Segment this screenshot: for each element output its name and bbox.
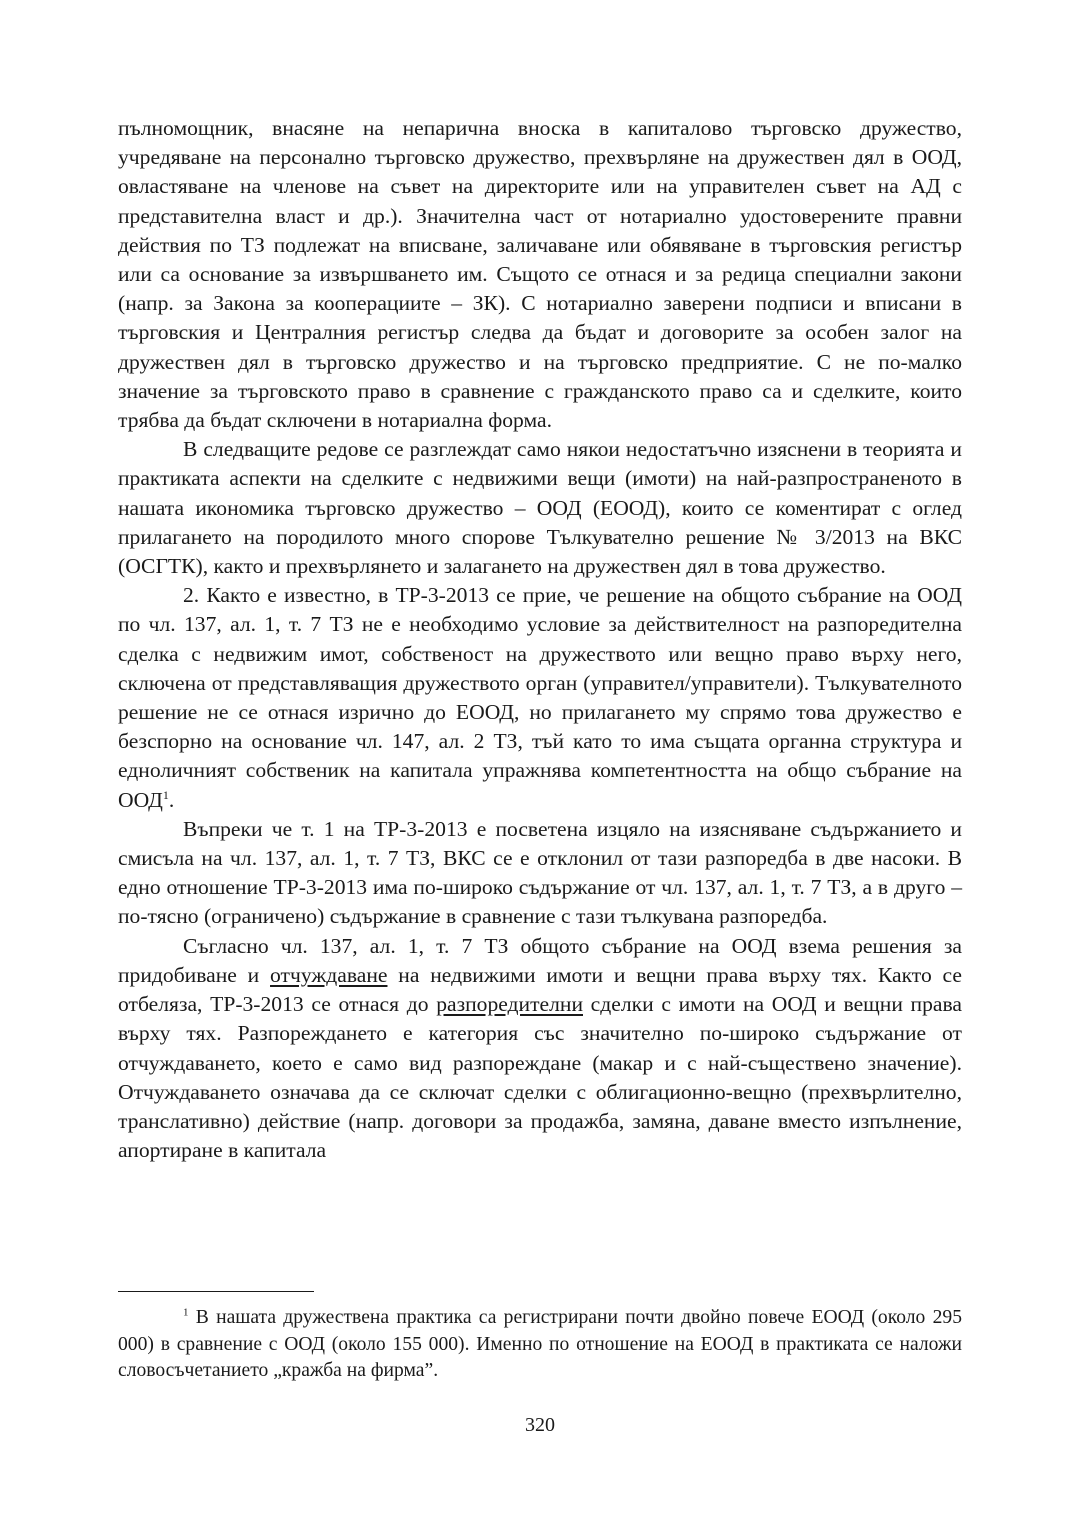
underlined-term-disposition: разпоредителни (436, 992, 583, 1017)
page-body (118, 114, 962, 1165)
footnote (118, 1305, 962, 1385)
page-number: 320 (525, 1414, 555, 1436)
footnote-marker: 1 (183, 1306, 189, 1319)
paragraph-5-part-b: на недвижими имоти и вещни права върху тях. Както се отбеляза, ТР-3-2013 се отнася до (118, 962, 962, 1017)
footnote-text: В нашата дружествена практика са регистрирани почти двойно повече ЕООД (около 295 000) в сравнение с ООД (около 155 000). Именно по отношение на ЕООД в практиката се наложи словосъчетанието „кражба на фирма”. (118, 1307, 962, 1381)
footnote-separator (118, 1291, 314, 1292)
main-text (118, 114, 962, 1165)
paragraph-3 (118, 581, 962, 815)
paragraph-4: Въпреки че т. 1 на ТР-3-2013 е посветена изцяло на изясняване съдържанието и смисъла на чл. 137, ал. 1, т. 7 ТЗ, ВКС се е отклонил от тази разпоредба в две насоки. В едно отношение ТР-3-2013 има по-широко съдържание от чл. 137, ал. 1, т. 7 ТЗ, а в друго – по-тясно (ограничено) съдържание в сравнение с тази тълкувана разпоредба. (118, 816, 962, 929)
paragraph-3-text: 2. Както е известно, в ТР-3-2013 се прие, че решение на общото събрание на ООД по чл. 137, ал. 1, т. 7 ТЗ не е необходимо условие за действителност на разпоредителна сделка с недвижим имот, собственост на дружеството или вещно право върху него, сключена от представляващия дружеството орган (управител/управители). Тълкувателното решение не се отнася изрично до ЕООД, но прилагането му спрямо това дружество е безспорно на основание чл. 147, ал. 2 ТЗ, тъй като то има същата органна структура и едноличният собственик на капитала упражнява компетентността на общо събрание на ООД (118, 583, 962, 812)
paragraph-5-part-a: Съгласно чл. 137, ал. 1, т. 7 ТЗ общото събрание на ООД взема решения за придобиване и (118, 933, 962, 987)
paragraph-5 (118, 932, 962, 1166)
paragraph-1: пълномощник, внасяне на непарична вноска в капиталово търговско дружество, учредяване на персонално търговско дружество, прехвърляне на дружествен дял в ООД, овластяване на членове на съвет на директорите или на управителен съвет на АД с представителна власт и др.). Значителна част от нотариално удостоверените правни действия по ТЗ подлежат на вписване, заличаване или обявяване в търговския регистър или са основание за извършването им. Същото се отнася и за редица специални закони (напр. за Закона за кооперациите – ЗК). С нотариално заверени подписи и вписани в търговския и Централния регистър следва да бъдат и договорите за особен залог на дружествен дял в търговско дружество и на търговско предприятие. С не по-малко значение за търговското право в сравнение с гражданското право са и сделките, които трябва да бъдат сключени в нотариална форма. (118, 116, 962, 433)
footnote-reference: 1 (162, 787, 169, 802)
paragraph-3-end: . (168, 787, 175, 812)
underlined-term-alienation: отчуждаване (270, 962, 388, 987)
paragraph-5-part-c: сделки с имоти на ООД и вещни права върху тях. Разпореждането е категория със значително по-широко съдържание от отчуждаването, което е само вид разпореждане (макар и с най-съществено значение). Отчуждаването означава да се сключат сделки с облигационно-вещно (прехвърлително, транслативно) действие (напр. договори за продажба, замяна, даване вместо изпълнение, апортиране в капитала (118, 992, 962, 1163)
paragraph-2: В следващите редове се разглеждат само някои недостатъчно изяснени в теорията и практиката аспекти на сделките с недвижими вещи (имоти) на най-разпространеното в нашата икономика търговско дружество – ООД (ЕООД), които се коментират с оглед прилагането на породилото много спорове Тълкувателно решение № 3/2013 на ВКС (ОСГТК), както и прехвърлянето и залагането на дружествен дял в това дружество. (118, 437, 962, 579)
